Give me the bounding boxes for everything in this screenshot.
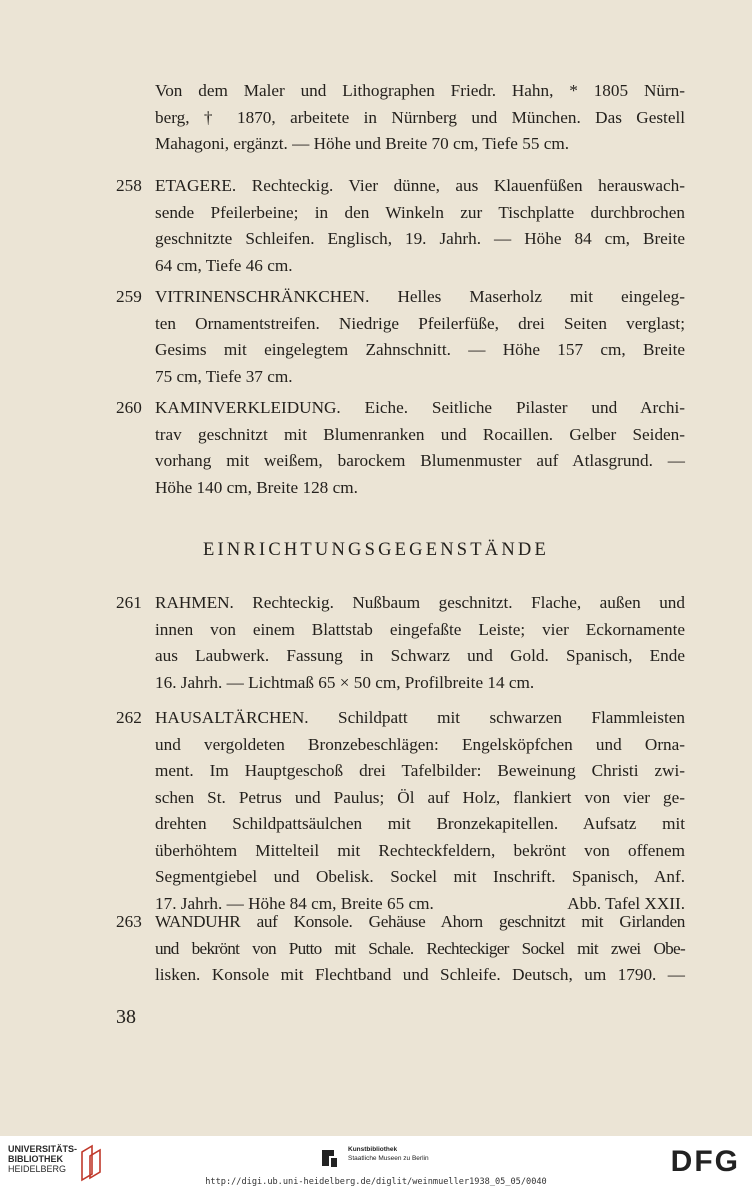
catalog-entry-263: [116, 909, 685, 989]
kunstbibliothek-logo-icon: [320, 1148, 340, 1170]
kunstbibliothek-label: [348, 1145, 429, 1163]
entry-line: 64 cm, Tiefe 46 cm.: [155, 255, 293, 275]
catalog-entry-258: [116, 173, 685, 279]
entry-line: 16. Jahrh. — Lichtmaß 65 × 50 cm, Profilbreite 14 cm.: [155, 672, 535, 692]
entry-number: 261: [116, 593, 142, 612]
entry-line: WANDUHR auf Konsole. Gehäuse Ahorn geschnitzt mit Girlanden: [155, 912, 685, 931]
entry-line: Höhe 140 cm, Breite 128 cm.: [155, 477, 358, 497]
entry-line: HAUSALTÄRCHEN. Schildpatt mit schwarzen Flammleisten: [155, 708, 685, 727]
entry-line: Segmentgiebel und Obelisk. Sockel mit Inschrift. Spanisch, Anf.: [155, 867, 685, 886]
entry-line: 75 cm, Tiefe 37 cm.: [155, 366, 293, 386]
entry-line: ETAGERE. Rechteckig. Vier dünne, aus Klauenfüßen herauswach-: [155, 176, 685, 195]
university-logo-icon: [78, 1142, 104, 1182]
entry-line: schen St. Petrus und Paulus; Öl auf Holz, flankiert von vier ge-: [155, 787, 685, 807]
intro-line: berg, † 1870, arbeitete in Nürnberg und München. Das Gestell: [155, 107, 685, 127]
entry-line: überhöhtem Mittelteil mit Rechteckfeldern, bekrönt von offenem: [155, 840, 685, 860]
kunstbibliothek-name: Kunstbibliothek: [348, 1146, 398, 1153]
entry-line: und vergoldeten Bronzebeschlägen: Engelsköpfchen und Orna-: [155, 734, 685, 754]
entry-number: 259: [116, 287, 142, 306]
catalog-entry-262: [116, 705, 685, 917]
kunstbibliothek-subtitle: Staatliche Museen zu Berlin: [348, 1155, 429, 1162]
dfg-logo: DFG: [670, 1145, 740, 1178]
entry-line: ment. Im Hauptgeschoß drei Tafelbilder: Beweinung Christi zwi-: [155, 761, 685, 780]
entry-line: ten Ornamentstreifen. Niedrige Pfeilerfüße, drei Seiten verglast;: [155, 313, 685, 333]
entry-number: 262: [116, 708, 142, 727]
entry-line: 17. Jahrh. — Höhe 84 cm, Breite 65 cm.: [155, 893, 434, 913]
university-line: HEIDELBERG: [8, 1164, 67, 1174]
page-number: 38: [116, 1006, 136, 1028]
plate-reference: Abb. Tafel XXII.: [567, 893, 685, 913]
source-url[interactable]: http://digi.ub.uni-heidelberg.de/diglit/weinmueller1938_05_05/0040: [205, 1177, 547, 1187]
intro-paragraph: [155, 78, 685, 158]
catalog-entry-260: [116, 395, 685, 501]
university-line: UNIVERSITÄTS-: [8, 1144, 78, 1154]
entry-line: KAMINVERKLEIDUNG. Eiche. Seitliche Pilaster und Archi-: [155, 398, 685, 417]
catalog-entry-259: [116, 284, 685, 390]
entry-line: sende Pfeilerbeine; in den Winkeln zur Tischplatte durchbrochen: [155, 202, 685, 222]
entry-line: VITRINENSCHRÄNKCHEN. Helles Maserholz mit eingeleg-: [155, 287, 685, 306]
entry-number: 263: [116, 912, 142, 931]
catalog-entry-261: [116, 590, 685, 696]
intro-line: Von dem Maler und Lithographen Friedr. Hahn, * 1805 Nürn-: [155, 81, 685, 100]
intro-line: Mahagoni, ergänzt. — Höhe und Breite 70 cm, Tiefe 55 cm.: [155, 134, 570, 153]
entry-line: Gesims mit eingelegtem Zahnschnitt. — Höhe 157 cm, Breite: [155, 340, 685, 359]
entry-line: vorhang mit weißem, barockem Blumenmuster auf Atlasgrund. —: [155, 451, 685, 470]
entry-line: aus Laubwerk. Fassung in Schwarz und Gold. Spanisch, Ende: [155, 646, 685, 665]
entry-line: drehten Schildpattsäulchen mit Bronzekapitellen. Aufsatz mit: [155, 814, 685, 833]
entry-line: geschnitzte Schleifen. Englisch, 19. Jahrh. — Höhe 84 cm, Breite: [155, 229, 685, 248]
entry-line: innen von einem Blattstab eingefaßte Leiste; vier Eckornamente: [155, 619, 685, 639]
entry-line: trav geschnitzt mit Blumenranken und Rocaillen. Gelber Seiden-: [155, 424, 685, 444]
entry-line: und bekrönt von Putto mit Schale. Rechteckiger Sockel mit zwei Obe-: [155, 938, 685, 958]
entry-number: 260: [116, 398, 142, 417]
entry-number: 258: [116, 176, 142, 195]
university-line: BIBLIOTHEK: [8, 1154, 63, 1164]
section-heading: EINRICHTUNGSGEGENSTÄNDE: [203, 540, 549, 560]
entry-line: RAHMEN. Rechteckig. Nußbaum geschnitzt. Flache, außen und: [155, 593, 685, 612]
entry-line: lisken. Konsole mit Flechtband und Schleife. Deutsch, um 1790. —: [155, 965, 685, 984]
university-library-label: [8, 1144, 77, 1174]
